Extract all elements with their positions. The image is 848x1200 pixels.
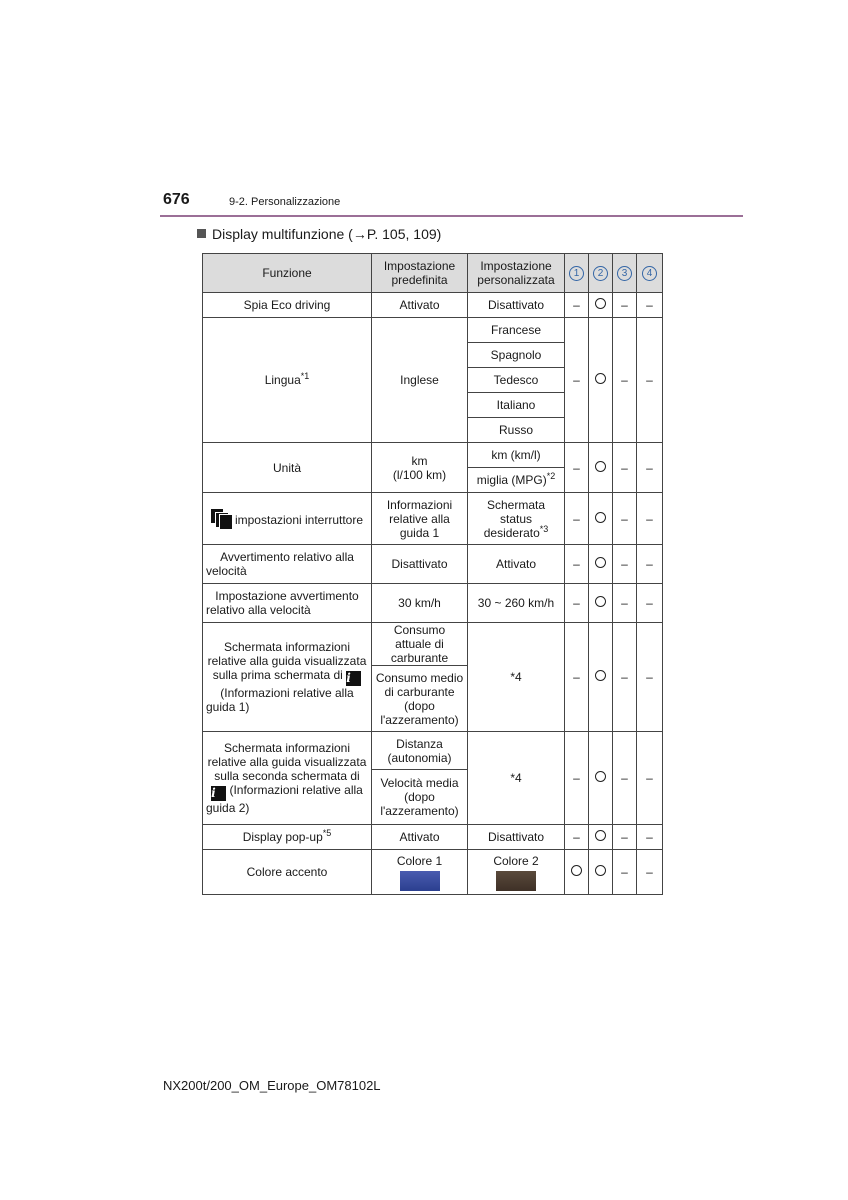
switch-stack-icon [211,509,231,528]
row-custom: Attivato [468,545,565,584]
switch-custom-text: Schermata status desiderato [483,497,546,540]
dash-mark: – [565,623,589,732]
row-function: Unità [203,443,372,493]
footnote-mark: *1 [300,371,310,381]
dash-mark: – [613,732,637,825]
row-custom: Disattivato [468,825,565,850]
footnote-mark: *5 [322,828,332,838]
dash-mark: – [613,493,637,545]
dash-mark: – [613,443,637,493]
row-custom: *4 [468,732,565,825]
circle-mark-icon [595,512,606,523]
circle-mark-icon [595,830,606,841]
dash-mark: – [613,623,637,732]
option-cell: Tedesco [468,368,565,393]
dash-mark: – [637,584,663,623]
row-default: 30 km/h [372,584,468,623]
color-1-label: Colore 1 [396,853,443,868]
unit-default-2: (l/100 km) [392,467,447,482]
first-screen-note: (Informazioni relative alla guida 1) [206,686,354,714]
dash-mark: – [637,732,663,825]
row-default: Attivato [372,825,468,850]
dash-mark: – [613,584,637,623]
row-custom: Disattivato [468,293,565,318]
table-row [203,623,663,666]
dash-mark: – [637,318,663,443]
page-number: 676 [163,191,190,208]
table-row [203,293,663,318]
row-function [203,318,372,443]
row-default: Velocità media (dopo l'azzeramento) [372,770,468,825]
dash-mark: – [637,493,663,545]
option-cell: Francese [468,318,565,343]
dash-mark: – [637,443,663,493]
header-predefinita: Impostazione predefinita [372,254,468,293]
row-function: Impostazione avvertimento relativo alla velocità [203,584,372,623]
circle-mark-icon [595,461,606,472]
header-col-3 [613,254,637,293]
dash-mark: – [565,584,589,623]
circle-mark-icon [571,865,582,876]
dash-mark: – [637,293,663,318]
dash-mark: – [613,318,637,443]
row-function: Avvertimento relativo alla velocità [203,545,372,584]
circle-mark-icon [595,596,606,607]
settings-table [202,253,663,895]
row-custom: 30 ~ 260 km/h [468,584,565,623]
color-swatch-1 [400,871,440,891]
dash-mark: – [565,825,589,850]
dash-mark: – [637,623,663,732]
row-function: Colore accento [203,850,372,895]
dash-mark: – [565,293,589,318]
info-icon: i [211,786,226,801]
row-default: Consumo attuale di carburante [372,623,468,666]
table-row [203,850,663,895]
table-row [203,443,663,468]
header-personalizzata: Impostazione personalizzata [468,254,565,293]
bullet-square-icon [197,229,206,238]
unit-default-1: km [411,453,428,468]
unit-option-2: miglia (MPG) [476,473,547,487]
row-default [372,443,468,493]
option-cell: Italiano [468,393,565,418]
dash-mark: – [565,732,589,825]
second-screen-text: Schermata informazioni relative alla guida visualizzata sulla seconda schermata di [207,741,367,783]
subtitle-text: Display multifunzione (→P. 105, 109) [212,226,442,242]
row-custom [468,850,565,895]
lingua-label: Lingua [264,373,301,387]
info-icon: i [346,671,361,686]
row-default: Distanza (autonomia) [372,732,468,770]
dash-mark: – [565,443,589,493]
table-row [203,825,663,850]
header-col-4 [637,254,663,293]
section-title: 9-2. Personalizzazione [229,196,341,208]
row-default: Informazioni relative alla guida 1 [372,493,468,545]
row-function [203,493,372,545]
dash-mark: – [565,318,589,443]
row-function [203,623,372,732]
circle-mark-icon [595,771,606,782]
first-screen-text: Schermata informazioni relative alla guida visualizzata sulla prima schermata di [207,640,367,682]
row-default: Disattivato [372,545,468,584]
dash-mark: – [565,493,589,545]
table-row [203,584,663,623]
dash-mark: – [613,293,637,318]
popup-label: Display pop-up [242,830,323,844]
header-col-1 [565,254,589,293]
circle-mark-icon [595,373,606,384]
option-cell: Russo [468,418,565,443]
circled-1-icon: 1 [569,266,584,281]
circle-mark-icon [595,557,606,568]
circled-3-icon: 3 [617,266,632,281]
dash-mark: – [637,545,663,584]
row-function [203,732,372,825]
table-row [203,732,663,770]
header-divider [160,215,743,217]
circle-mark-icon [595,298,606,309]
footnote-mark: *2 [546,471,556,481]
header-funzione: Funzione [203,254,372,293]
table-subtitle [197,226,441,242]
dash-mark: – [565,545,589,584]
option-cell [468,468,565,493]
switch-label: impostazioni interruttore [234,513,364,527]
table-header-row [203,254,663,293]
dash-mark: – [613,825,637,850]
circle-mark-icon [595,670,606,681]
circle-mark-icon [595,865,606,876]
footnote-mark: *3 [539,523,549,534]
row-function: Spia Eco driving [203,293,372,318]
header-col-2 [589,254,613,293]
color-2-label: Colore 2 [493,853,539,868]
dash-mark: – [637,850,663,895]
row-default: Consumo medio di carburante (dopo l'azzeramento) [372,666,468,732]
second-screen-note: (Informazioni relative alla guida 2) [206,783,363,815]
row-custom [468,493,565,545]
table-row [203,545,663,584]
table-row [203,318,663,343]
option-cell: Spagnolo [468,343,565,368]
row-default [372,850,468,895]
dash-mark: – [613,545,637,584]
row-function [203,825,372,850]
row-custom: *4 [468,623,565,732]
table-row [203,493,663,545]
dash-mark: – [637,825,663,850]
circled-4-icon: 4 [642,266,657,281]
option-cell: km (km/l) [468,443,565,468]
color-swatch-2 [496,871,536,891]
row-default: Inglese [372,318,468,443]
row-default: Attivato [372,293,468,318]
footer-doc-code: NX200t/200_OM_Europe_OM78102L [163,1078,381,1093]
dash-mark: – [613,850,637,895]
circled-2-icon: 2 [593,266,608,281]
